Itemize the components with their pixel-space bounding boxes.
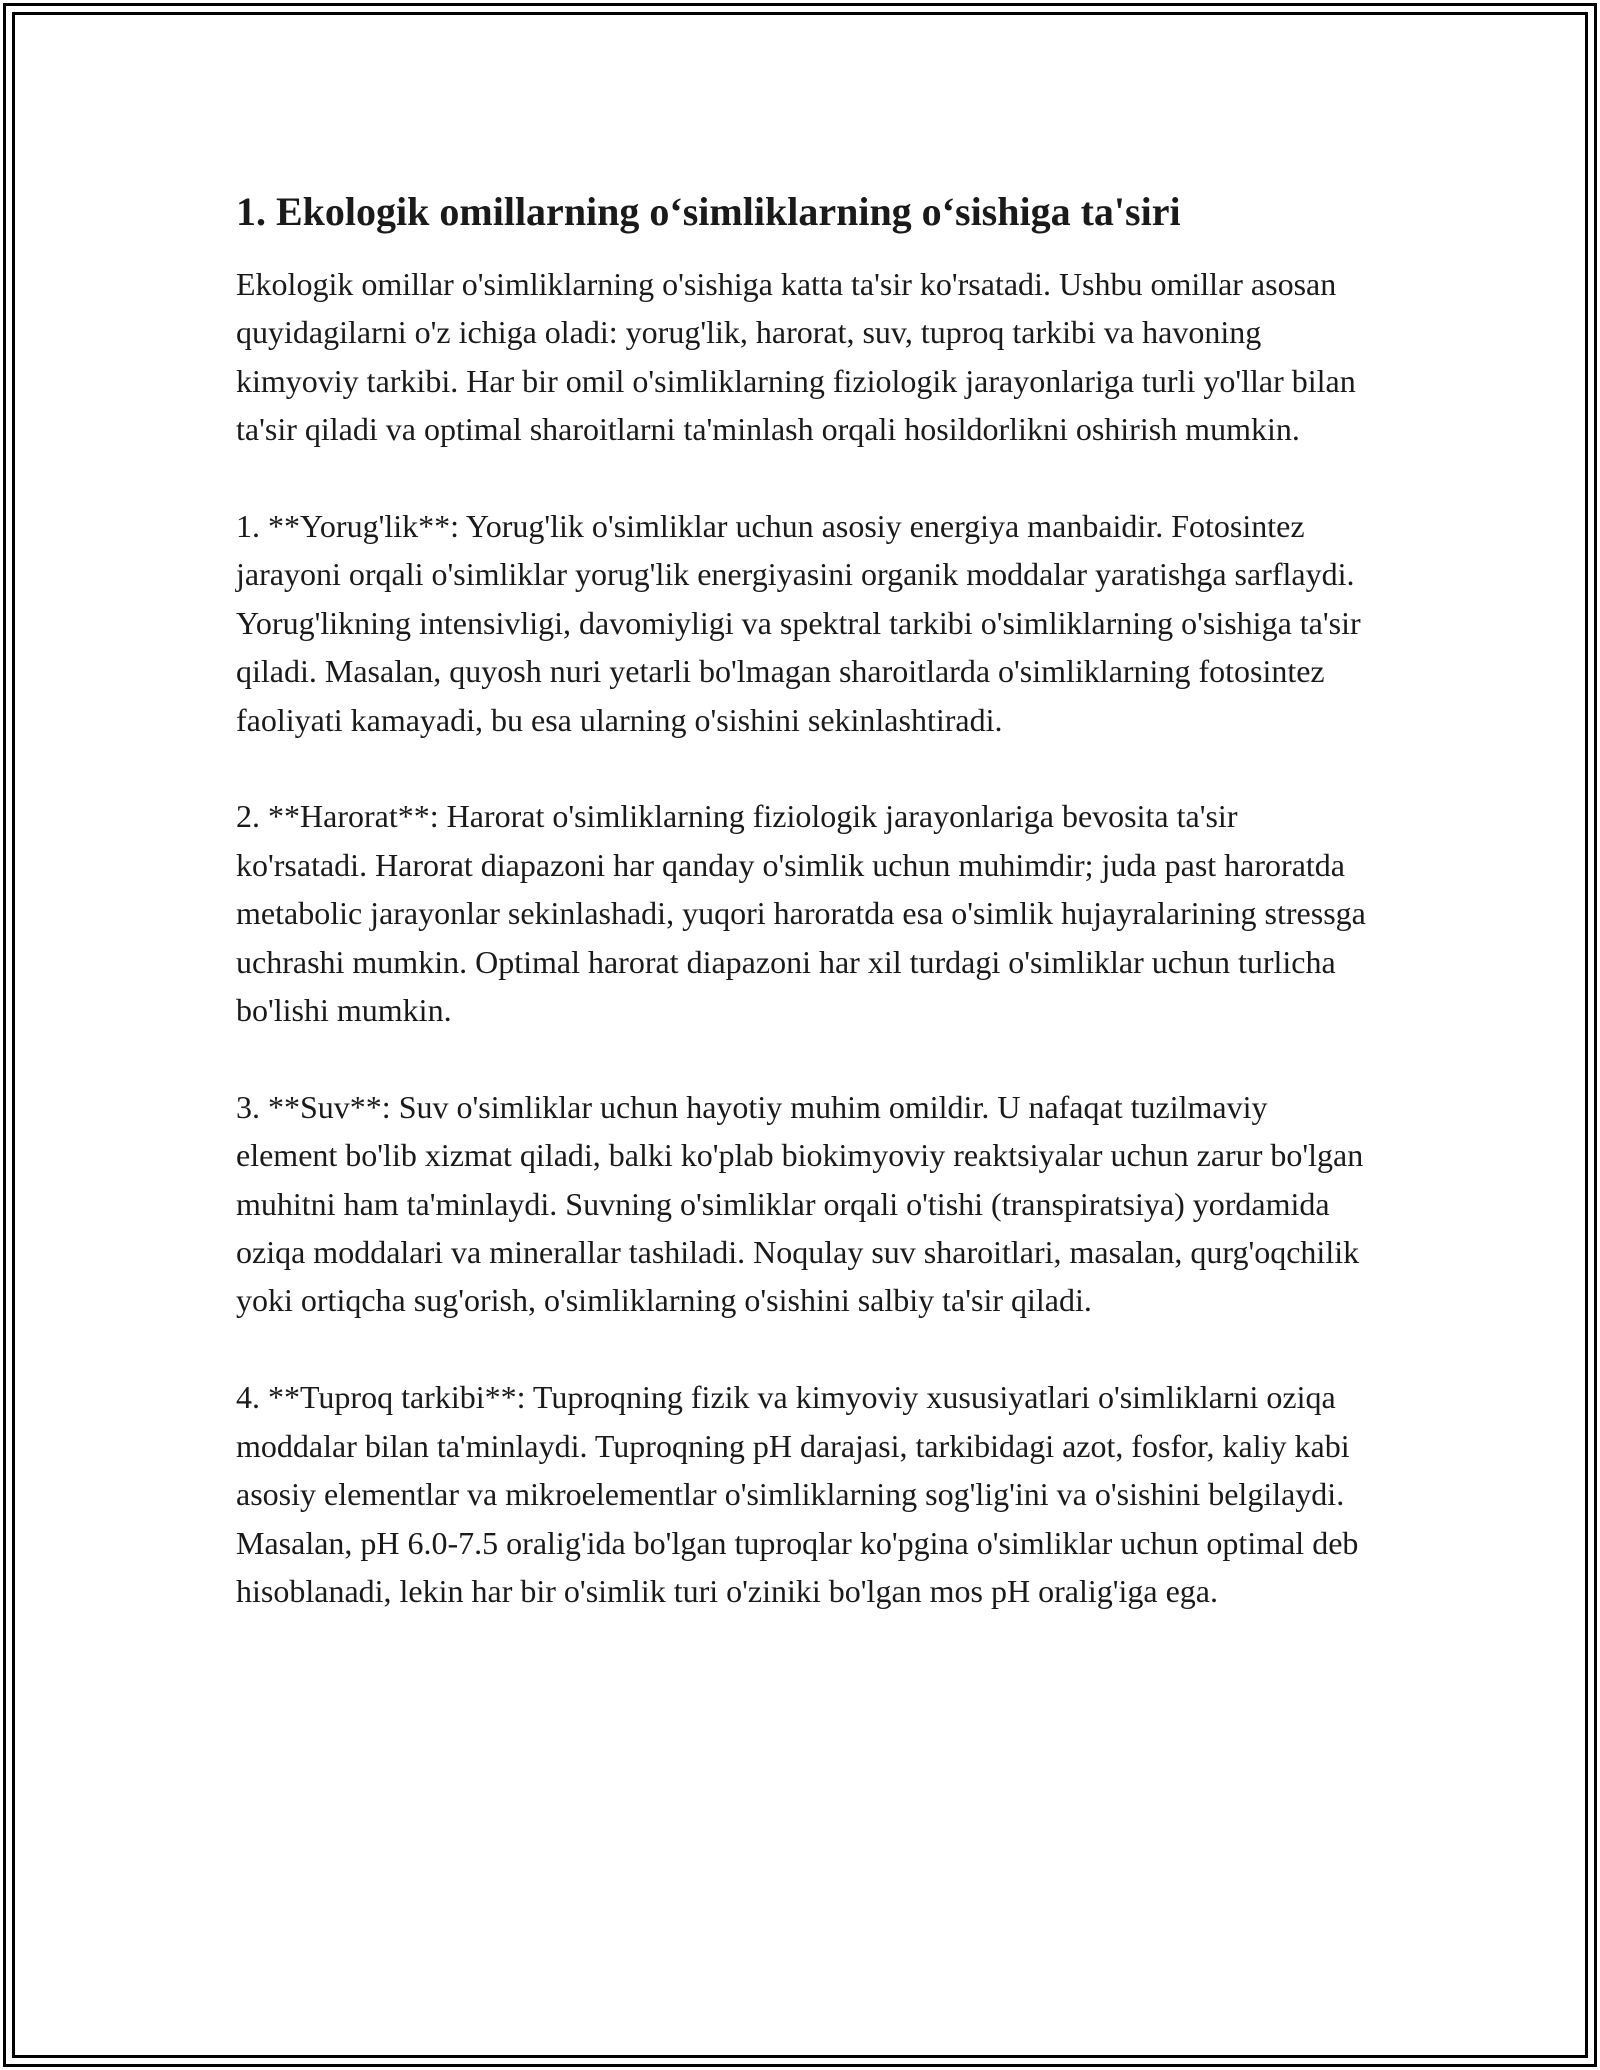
intro-paragraph: Ekologik omillar o'simliklarning o'sishiga katta ta'sir ko'rsatadi. Ushbu omillar asosan quyidagilarni o'z ichiga oladi: yorug'lik, harorat, suv, tuproq tarkibi va havoning kimyoviy tarkibi. Har bir omil o'simliklarning fiziologik jarayonlariga turli yo'llar bilan ta'sir qiladi va optimal sharoitlarni ta'minlash orqali hosildorlikni oshirish mumkin. <box>236 266 1356 448</box>
document-body <box>236 186 1376 1664</box>
temperature-factor-paragraph: 2. **Harorat**: Harorat o'simliklarning fiziologik jarayonlariga bevosita ta'sir ko'rsatadi. Harorat diapazoni har qanday o'simlik uchun muhimdir; juda past haroratda metabolic jarayonlar sekinlashadi, yuqori haroratda esa o'simlik hujayralarining stressga uchrashi mumkin. Optimal harorat diapazoni har xil turdagi o'simliklar uchun turlicha bo'lishi mumkin. <box>236 798 1366 1029</box>
water-factor-paragraph: 3. **Suv**: Suv o'simliklar uchun hayotiy muhim omildir. U nafaqat tuzilmaviy element bo'lib xizmat qiladi, balki ko'plab biokimyoviy reaktsiyalar uchun zarur bo'lgan muhitni ham ta'minlaydi. Suvning o'simliklar orqali o'tishi (transpiratsiya) yordamida oziqa moddalari va minerallar tashiladi. Noqulay suv sharoitlari, masalan, qurg'oqchilik yoki ortiqcha sug'orish, o'simliklarning o'sishini salbiy ta'sir qiladi. <box>236 1088 1364 1319</box>
light-factor-paragraph: 1. **Yorug'lik**: Yorug'lik o'simliklar uchun asosiy energiya manbaidir. Fotosintez jarayoni orqali o'simliklar yorug'lik energiyasini organik moddalar yaratishga sarflaydi. Yorug'likning intensivligi, davomiyligi va spektral tarkibi o'simliklarning o'sishiga ta'sir qiladi. Masalan, quyosh nuri yetarli bo'lmagan sharoitlarda o'simliklarning fotosintez faoliyati kamayadi, bu esa ularning o'sishini sekinlashtiradi. <box>236 508 1361 738</box>
section-heading: 1. Ekologik omillarning o‘simliklarning o‘sishiga ta'siri <box>236 189 1181 234</box>
soil-factor-paragraph: 4. **Tuproq tarkibi**: Tuproqning fizik va kimyoviy xususiyatlari o'simliklarni oziqa moddalar bilan ta'minlaydi. Tuproqning pH darajasi, tarkibidagi azot, fosfor, kaliy kabi asosiy elementlar va mikroelementlar o'simliklarning sog'lig'ini va o'sishini belgilaydi. Masalan, pH 6.0-7.5 oralig'ida bo'lgan tuproqlar ko'pgina o'simliklar uchun optimal deb hisoblanadi, lekin har bir o'simlik turi o'ziniki bo'lgan mos pH oralig'iga ega. <box>236 1379 1359 1609</box>
